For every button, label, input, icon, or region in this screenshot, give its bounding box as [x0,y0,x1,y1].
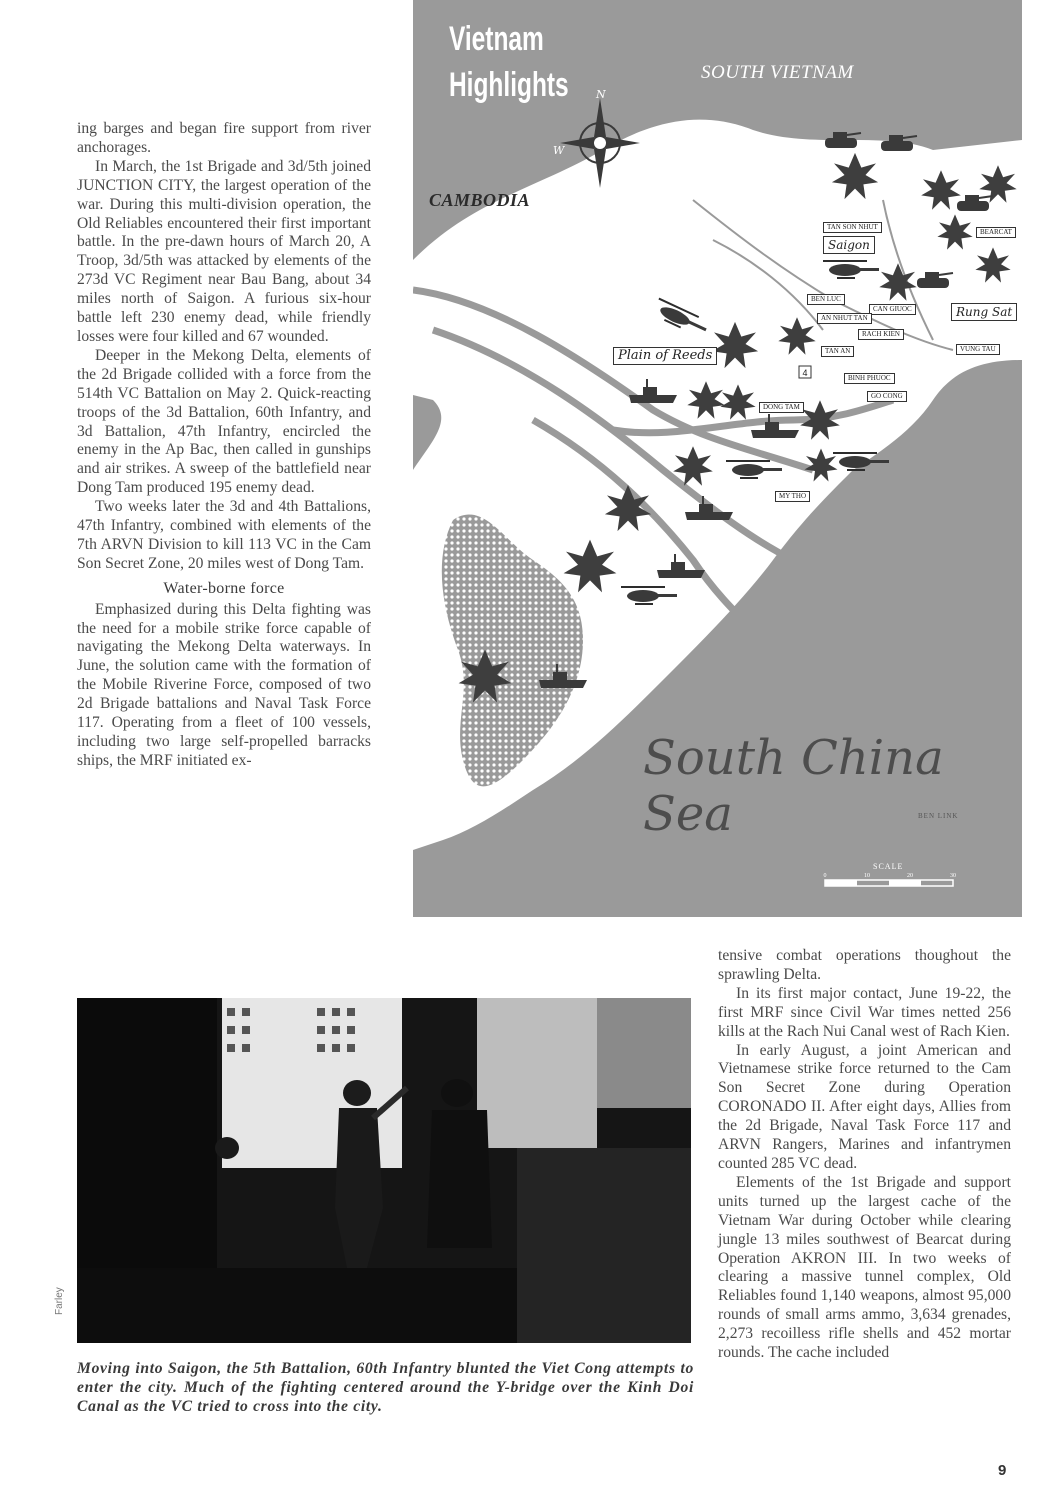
scale-tick: 0 [823,873,827,879]
place-label-plain-of-reeds: Plain of Reeds [613,347,717,365]
soldiers-photo [77,998,691,1343]
paragraph: Two weeks later the 3d and 4th Battalions, 47th Infantry, combined with elements of the 7th ARVN Division to kill 113 VC in the Cam Son Secret Zone, 20 miles west of Dong Tam. [77,498,371,572]
paragraph: Deeper in the Mekong Delta, elements of the 2d Brigade collided with a force from the 514th VC Battalion on May 2. Quick-reacting troops of the 3d Battalion, 60th Infantry, and 3d Battalion, 47th Infantry, encircled the enemy in the Ap Bac, then called in gunships and air strikes. A sweep of the battlefield near Dong Tam produced 195 enemy dead. [77,346,371,497]
place-label-tan-an: TAN AN [821,346,854,357]
place-label-vung-tau: VUNG TAU [956,344,1000,355]
paragraph: Elements of the 1st Brigade and support units turned up the largest cache of the Vietnam War during October while clearing jungle 13 miles southwest of Bearcat during Operation AKRON III. In two weeks of clearing a massive tunnel complex, Old Reliables found 1,140 weapons, almost 95,000 rounds of small arms ammo, 3,634 grenades, 2,273 recoilless rifle shells and 452 mortar rounds. The cache included [718,1173,1011,1362]
compass-north-letter: N [596,88,606,101]
page-number: 9 [998,1462,1007,1479]
place-label-rung-sat: Rung Sat [951,303,1017,321]
place-label-my-tho: MY THO [775,491,810,502]
scale-tick: 20 [907,873,913,879]
photo-graphic [77,998,691,1343]
left-text-column [77,120,371,771]
place-label-tan-son-nhut: TAN SON NHUT [823,222,882,233]
photo-caption: Moving into Saigon, the 5th Battalion, 60th Infantry blunted the Viet Cong attempts to enter the city. Much of the fighting centered around the Y-bridge over the Kinh Doi Canal as the VC tried to cross into the city. [77,1360,694,1415]
place-label-rach-kien: RACH KIEN [858,329,904,340]
place-label-saigon: Saigon [823,236,875,254]
compass-east-letter: E [637,144,646,157]
photo-credit: Farley [54,1287,65,1315]
place-label-an-nhut-tan: AN NHUT TAN [817,313,872,324]
sea-label: South China Sea [643,730,944,842]
map-title-line2: Highlights [449,66,569,104]
paragraph: tensive combat operations thoughout the sprawling Delta. [718,947,1011,983]
paragraph: In its first major contact, June 19-22, the first MRF since Civil War times netted 256 kills at the Rach Nui Canal west of Rach Kien. [718,984,1011,1040]
region-label-south-vietnam: SOUTH VIETNAM [701,62,854,83]
map-title [449,16,569,108]
paragraph: Emphasized during this Delta fighting was the need for a mobile strike force capable of navigating the Mekong Delta waterways. In June, the solution came with the formation of the Mobile Riverine Force, composed of two 2d Brigade battalions and Naval Task Force 117. Operating from a fleet of 100 vessels, including two large self-propelled barracks ships, the MRF initiated ex- [77,600,371,769]
map-scale-label: SCALE [873,862,904,871]
place-label-can-giuoc: CAN GIUOC [869,304,916,315]
region-label-cambodia: CAMBODIA [429,190,531,210]
scale-tick: 10 [864,873,870,879]
place-label-ben-luc: BEN LUC [807,294,845,305]
vietnam-highlights-map [413,0,1022,917]
paragraph: In early August, a joint American and Vietnamese strike force returned to the Cam Son Secret Zone during Operation CORONADO II. After eight days, Allies from the 2d Brigade, Naval Task Force 117 and ARVN Rangers, Marines and infantrymen counted 285 VC dead. [718,1041,1011,1172]
scale-tick: 30 [950,873,956,879]
compass-west-letter: W [553,144,565,157]
paragraph: ing barges and began fire support from river anchorages. [77,120,371,156]
right-text-column [718,947,1011,1363]
section-subheading: Water-borne force [163,579,285,597]
map-title-line1: Vietnam [449,20,544,58]
place-label-binh-phuoc: BINH PHUOC [844,373,895,384]
paragraph: In March, the 1st Brigade and 3d/5th joined JUNCTION CITY, the largest operation of the war. During this multi-division operation, the Old Reliables encountered their first important battle. In the pre-dawn hours of March 20, A Troop, 3d/5th was attacked by elements of the 273d VC Regiment near Bau Bang, about 34 miles north of Saigon. A furious six-hour battle left 230 enemy dead, while friendly losses were four killed and 67 wounded. [77,157,371,345]
route-marker: 4 [802,368,808,378]
map-artist-credit: BEN LINK [918,812,959,820]
place-label-go-cong: GO CONG [867,391,907,402]
place-label-dong-tam: DONG TAM [759,402,804,413]
place-label-bearcat: BEARCAT [976,227,1016,238]
